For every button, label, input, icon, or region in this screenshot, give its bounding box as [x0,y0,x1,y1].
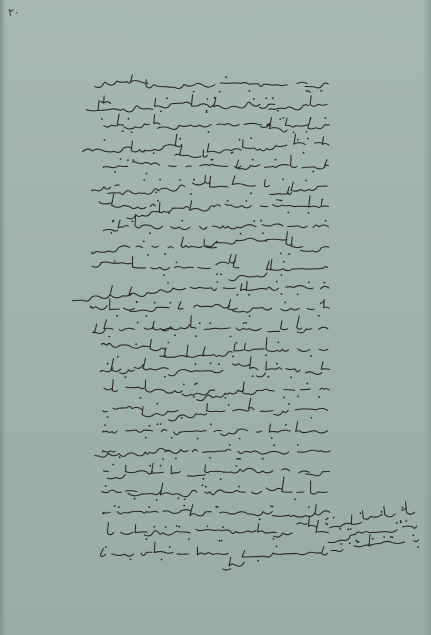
diacritic-dot [276,363,278,365]
diacritic-dot [156,403,158,405]
diacritic-dot [194,383,196,385]
diacritic-dot [218,363,220,365]
diacritic-dot [215,506,217,508]
diacritic-dot [262,232,264,234]
diacritic-dot [287,212,289,214]
diacritic-dot [220,274,222,276]
diacritic-dot [306,383,308,385]
diacritic-dot [104,424,106,426]
diacritic-dot [210,362,212,364]
diacritic-dot [270,505,272,507]
diacritic-dot [323,282,325,284]
diacritic-dot [216,281,218,283]
diacritic-dot [283,117,285,119]
diacritic-dot [183,384,185,386]
diacritic-dot [283,261,285,263]
diacritic-dot [167,342,169,344]
diacritic-dot [259,518,261,520]
diacritic-dot [240,233,242,235]
folio-number: ٢٠ [8,6,20,19]
diacritic-dot [202,485,204,487]
diacritic-dot [114,505,116,507]
diacritic-dot [239,139,241,141]
diacritic-dot [283,397,285,399]
diacritic-dot [339,528,341,530]
diacritic-dot [248,294,250,296]
diacritic-dot [349,542,351,544]
diacritic-dot [390,536,392,538]
diacritic-dot [216,241,218,243]
text-line [99,194,328,219]
diacritic-dot [154,302,156,304]
diacritic-dot [188,538,190,540]
diacritic-dot [312,171,314,173]
diacritic-dot [179,179,181,181]
diacritic-dot [156,499,158,501]
diacritic-dot [228,404,230,406]
diacritic-dot [208,131,210,133]
diacritic-dot [288,403,290,405]
text-line [99,516,328,537]
diacritic-dot [233,262,235,264]
diacritic-dot [171,437,173,439]
diacritic-dot [153,526,155,528]
diacritic-dot [235,465,237,467]
diacritic-dot [107,363,109,365]
diacritic-dot [219,540,221,542]
diacritic-dot [196,382,198,384]
diacritic-dot [178,497,180,499]
diacritic-dot [309,91,311,93]
diacritic-dot [276,199,278,201]
diacritic-dot [250,137,252,139]
diacritic-dot [135,343,137,345]
text-line [95,75,329,89]
diacritic-dot [294,498,296,500]
diacritic-dot [132,221,134,223]
diacritic-dot [149,232,151,234]
diacritic-dot [163,274,165,276]
diacritic-dot [401,506,403,508]
diacritic-dot [283,477,285,479]
diacritic-dot [165,526,167,528]
diacritic-dot [282,178,284,180]
diacritic-dot [333,517,335,519]
diacritic-dot [145,437,147,439]
diacritic-dot [122,130,124,132]
diacritic-dot [147,254,149,256]
diacritic-dot [104,139,106,141]
diacritic-dot [253,220,255,222]
text-line [100,542,327,570]
diacritic-dot [303,152,305,154]
text-line [90,299,329,312]
diacritic-dot [249,90,251,92]
text-line [93,316,328,334]
diacritic-dot [412,534,414,536]
diacritic-dot [206,111,208,113]
diacritic-dot [134,498,136,500]
diacritic-dot [324,117,326,119]
diacritic-dot [391,536,393,538]
diacritic-dot [111,232,113,234]
diacritic-dot [285,424,287,426]
text-line [98,114,329,132]
diacritic-dot [114,171,116,173]
diacritic-dot [297,444,299,446]
diacritic-dot [179,138,181,140]
diacritic-dot [306,131,308,133]
diacritic-dot [210,423,212,425]
diacritic-dot [176,262,178,264]
diacritic-dot [104,343,106,345]
diacritic-dot [205,486,207,488]
diacritic-dot [160,465,162,467]
diacritic-dot [325,220,327,222]
diacritic-dot [232,356,234,358]
diacritic-dot [252,159,254,161]
diacritic-dot [101,118,103,120]
diacritic-dot [127,159,129,161]
diacritic-dot [307,138,309,140]
diacritic-dot [308,212,310,214]
diacritic-dot [155,191,157,193]
diacritic-dot [229,444,231,446]
diacritic-dot [164,376,166,378]
diacritic-dot [136,301,138,303]
diacritic-dot [284,302,286,304]
diacritic-dot [245,322,247,324]
diacritic-dot [290,376,292,378]
diacritic-dot [168,212,170,214]
diacritic-dot [149,465,151,467]
diacritic-dot [222,526,224,528]
diacritic-dot [146,315,148,317]
diacritic-dot [162,458,164,460]
text-line [86,95,327,112]
text-line [102,480,327,497]
diacritic-dot [245,200,247,202]
diacritic-dot [297,139,299,141]
diacritic-dot [212,159,214,161]
diacritic-dot [125,376,127,378]
diacritic-dot [265,354,267,356]
diacritic-dot [169,546,171,548]
diacritic-dot [225,76,227,78]
diacritic-dot [381,511,383,513]
diacritic-dot [183,505,185,507]
diacritic-dot [161,559,163,561]
diacritic-dot [321,199,323,201]
diacritic-dot [272,97,274,99]
diacritic-dot [221,540,223,542]
diacritic-dot [230,336,232,338]
diacritic-dot [372,538,374,540]
diacritic-dot [293,132,295,134]
diacritic-dot [237,294,239,296]
diacritic-dot [311,417,313,419]
diacritic-dot [175,458,177,460]
diacritic-dot [297,293,299,295]
diacritic-dot [193,91,195,93]
diacritic-dot [347,528,349,530]
text-line [103,398,327,421]
diacritic-dot [320,90,322,92]
diacritic-dot [195,363,197,365]
diacritic-dot [176,525,178,527]
diacritic-dot [202,478,204,480]
diacritic-dot [214,97,216,99]
diacritic-dot [105,485,107,487]
diacritic-dot [281,293,283,295]
diacritic-dot [206,110,208,112]
diacritic-dot [238,458,240,460]
text-line [103,422,328,436]
diacritic-dot [243,322,245,324]
diacritic-dot [340,543,342,545]
text-line [102,338,328,358]
text-line [92,255,328,281]
diacritic-dot [318,315,320,317]
text-line [92,232,329,254]
diacritic-dot [199,322,201,324]
diacritic-dot [277,341,279,343]
diacritic-dot [279,118,281,120]
text-line [103,463,329,478]
diacritic-dot [227,200,229,202]
diacritic-dot [114,261,116,263]
diacritic-dot [143,241,145,243]
diacritic-dot [265,240,267,242]
diacritic-dot [207,525,209,527]
diacritic-dot [174,334,176,336]
diacritic-dot [140,397,142,399]
diacritic-dot [181,220,183,222]
text-line [95,449,330,458]
diacritic-dot [207,98,209,100]
diacritic-dot [273,538,275,540]
diacritic-dot [216,273,218,275]
diacritic-dot [195,335,197,337]
diacritic-dot [236,342,238,344]
diacritic-dot [268,376,270,378]
text-line [73,281,329,301]
diacritic-dot [275,159,277,161]
diacritic-dot [157,200,159,202]
diacritic-dot [166,97,168,99]
diacritic-dot [131,131,133,133]
diacritic-dot [280,253,282,255]
diacritic-dot [359,512,361,514]
diacritic-dot [108,336,110,338]
diacritic-dot [400,521,402,523]
diacritic-dot [249,315,251,317]
diacritic-dot [219,91,221,93]
margin-note-line [324,501,415,529]
diacritic-dot [310,355,312,357]
diacritic-dot [119,456,121,458]
diacritic-dot [105,546,107,548]
diacritic-dot [238,486,240,488]
diacritic-dot [120,158,122,160]
diacritic-dot [281,200,283,202]
diacritic-dot [271,437,273,439]
diacritic-dot [146,173,148,175]
diacritic-dot [252,375,254,377]
diacritic-dot [257,560,259,562]
text-lines [73,75,330,570]
diacritic-dot [130,558,132,560]
diacritic-dot [178,526,180,528]
diacritic-dot [276,281,278,283]
diacritic-dot [209,457,211,459]
text-line [83,134,329,157]
diacritic-dot [160,110,162,112]
diacritic-dot [232,152,234,154]
diacritic-dot [250,192,252,194]
diacritic-dot [160,423,162,425]
diacritic-dot [167,282,169,284]
diacritic-dot [181,417,183,419]
diacritic-dot [225,397,227,399]
margin-note [323,501,420,561]
diacritic-dot [322,301,324,303]
diacritic-dot [159,179,161,181]
diacritic-dot [417,546,419,548]
diacritic-dot [190,193,192,195]
diacritic-dot [170,302,172,304]
diacritic-dot [149,425,151,427]
diacritic-dot [307,90,309,92]
diacritic-dot [297,396,299,398]
diacritic-dot [184,498,186,500]
diacritic-dot [305,180,307,182]
diacritic-dot [143,179,145,181]
diacritic-dot [308,506,310,508]
diacritic-dot [310,117,312,119]
diacritic-dot [262,458,264,460]
diacritic-dot [127,118,129,120]
diacritic-dot [396,522,398,524]
diacritic-dot [148,506,150,508]
text-line [103,155,328,169]
diacritic-dot [288,253,290,255]
diacritic-dot [193,396,195,398]
diacritic-dot [164,253,166,255]
diacritic-dot [197,438,199,440]
diacritic-dot [117,356,119,358]
diacritic-dot [116,315,118,317]
text-line [100,357,329,377]
diacritic-dot [318,396,320,398]
diacritic-dot [132,159,134,161]
diacritic-dot [272,506,274,508]
diacritic-dot [193,179,195,181]
diacritic-dot [325,519,327,521]
diacritic-dot [143,151,145,153]
diacritic-dot [220,478,222,480]
diacritic-dot [239,438,241,440]
diacritic-dot [383,536,385,538]
diacritic-dot [320,302,322,304]
diacritic-dot [137,322,139,324]
diacritic-dot [276,546,278,548]
diacritic-dot [209,322,211,324]
diacritic-dot [273,444,275,446]
diacritic-dot [277,110,279,112]
diacritic-dot [279,199,281,201]
diacritic-dot [281,274,283,276]
diacritic-dot [146,538,148,540]
diacritic-dot [350,528,352,530]
diacritic-dot [405,520,407,522]
text-line [96,380,330,401]
diacritic-dot [112,464,114,466]
diacritic-dot [308,282,310,284]
diacritic-dot [153,152,155,154]
diacritic-dot [118,506,120,508]
diacritic-dot [265,97,267,99]
diacritic-dot [253,98,255,100]
diacritic-dot [113,220,115,222]
diacritic-dot [107,416,109,418]
diacritic-dot [157,423,159,425]
text-line [103,215,328,232]
diacritic-dot [260,220,262,222]
text-line [92,175,327,194]
diacritic-dot [306,90,308,92]
